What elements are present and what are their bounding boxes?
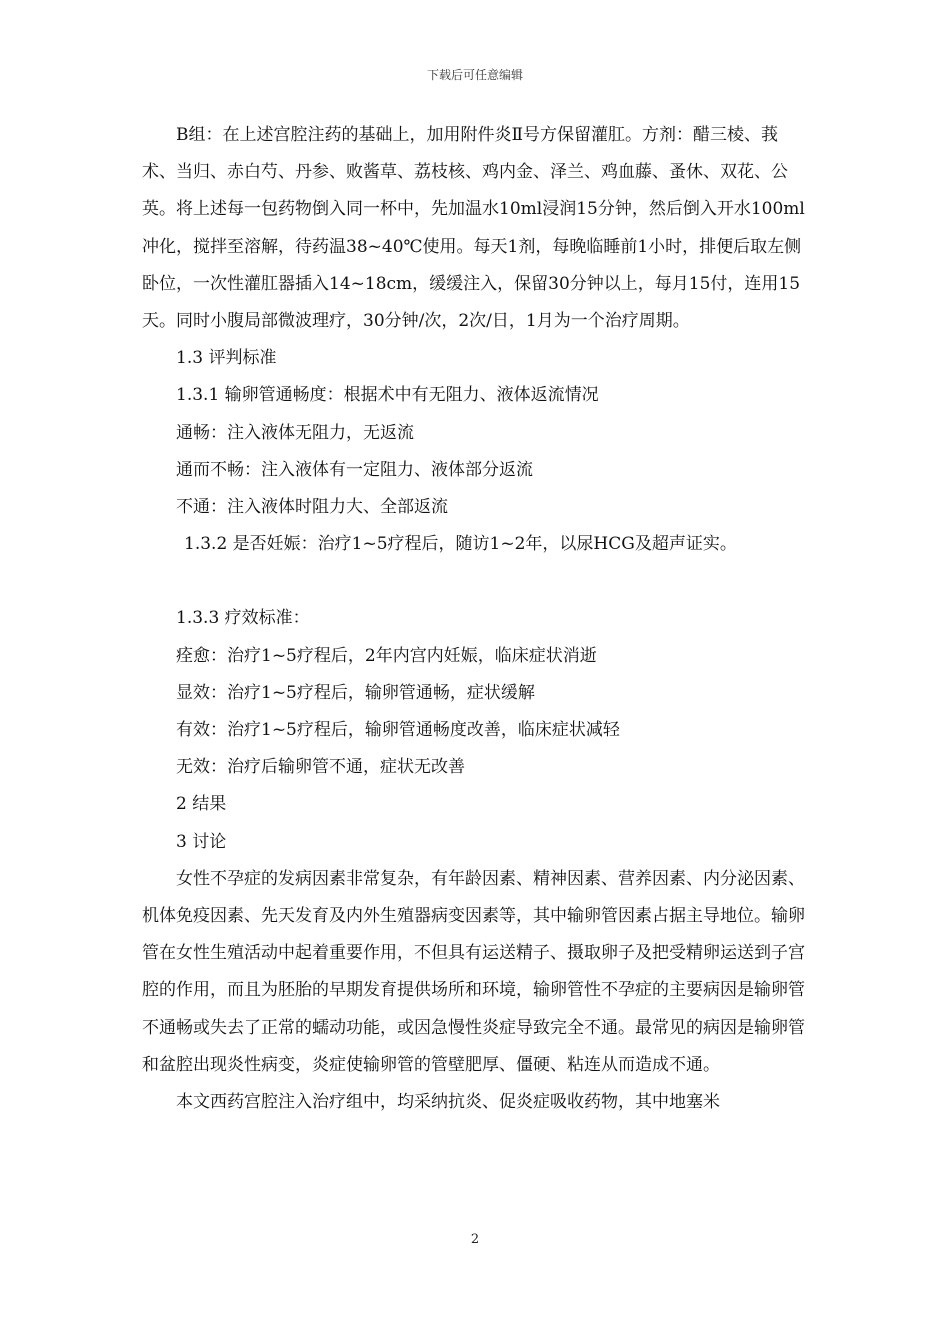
paragraph-b-group: B组：在上述宫腔注药的基础上，加用附件炎Ⅱ号方保留灌肛。方剂：醋三棱、莪术、当归、赤白芍、丹参、败酱草、荔枝核、鸡内金、泽兰、鸡血藤、蚤休、双花、公英。将上述每一包药物倒入同一杯中，先加温水10ml浸润15分钟，然后倒入开水100ml冲化，搅拌至溶解，待药温38~40℃使用。每天1剂，每晚临睡前1小时，排便后取左侧卧位，一次性灌肛器插入14~18cm，缓缓注入，保留30分钟以上，每月15付，连用15天。同时小腹局部微波理疗，30分钟/次，2次/日，1月为一个治疗周期。 <box>142 125 805 332</box>
section-heading-1-3-3: 1.3.3 疗效标准： <box>176 608 310 629</box>
document-body <box>142 117 810 1121</box>
efficacy-item-xianxiao: 显效：治疗1~5疗程后，输卵管通畅，症状缓解 <box>176 682 535 703</box>
blank-line <box>142 563 810 600</box>
efficacy-item-youxiao: 有效：治疗1~5疗程后，输卵管通畅度改善，临床症状减轻 <box>176 720 620 741</box>
paragraph-last: 本文西药宫腔注入治疗组中，均采纳抗炎、促炎症吸收药物，其中地塞米 <box>176 1092 720 1113</box>
criteria-item-butong: 不通：注入液体时阻力大、全部返流 <box>176 497 448 518</box>
criteria-item-tongchang: 通畅：注入液体无阻力，无返流 <box>176 422 414 443</box>
efficacy-item-quanyu: 痊愈：治疗1~5疗程后，2年内宫内妊娠，临床症状消逝 <box>176 645 597 666</box>
section-heading-1-3-1: 1.3.1 输卵管通畅度：根据术中有无阻力、液体返流情况 <box>176 385 599 406</box>
section-heading-2: 2 结果 <box>176 794 227 815</box>
section-heading-1-3: 1.3 评判标准 <box>176 348 277 369</box>
page-number: 2 <box>470 1232 480 1247</box>
criteria-item-tongerbuchang: 通而不畅：注入液体有一定阻力、液体部分返流 <box>176 459 533 480</box>
section-heading-3: 3 讨论 <box>176 831 227 852</box>
paragraph-discussion: 女性不孕症的发病因素非常复杂，有年龄因素、精神因素、营养因素、内分泌因素、机体免疫因素、先天发育及内外生殖器病变因素等，其中输卵管因素占据主导地位。输卵管在女性生殖活动中起着重要作用，不但具有运送精子、摄取卵子及把受精卵运送到子宫腔的作用，而且为胚胎的早期发育提供场所和环境，输卵管性不孕症的主要病因是输卵管不通畅或失去了正常的蠕动功能，或因急慢性炎症导致完全不通。最常见的病因是输卵管和盆腔出现炎性病变，炎症使输卵管的管壁肥厚、僵硬、粘连从而造成不通。 <box>142 868 805 1075</box>
efficacy-item-wuxiao: 无效：治疗后输卵管不通，症状无改善 <box>176 757 465 778</box>
section-heading-1-3-2: 1.3.2 是否妊娠：治疗1~5疗程后，随访1~2年，以尿HCG及超声证实。 <box>184 534 737 555</box>
page-header: 下载后可任意编辑 <box>426 68 523 82</box>
